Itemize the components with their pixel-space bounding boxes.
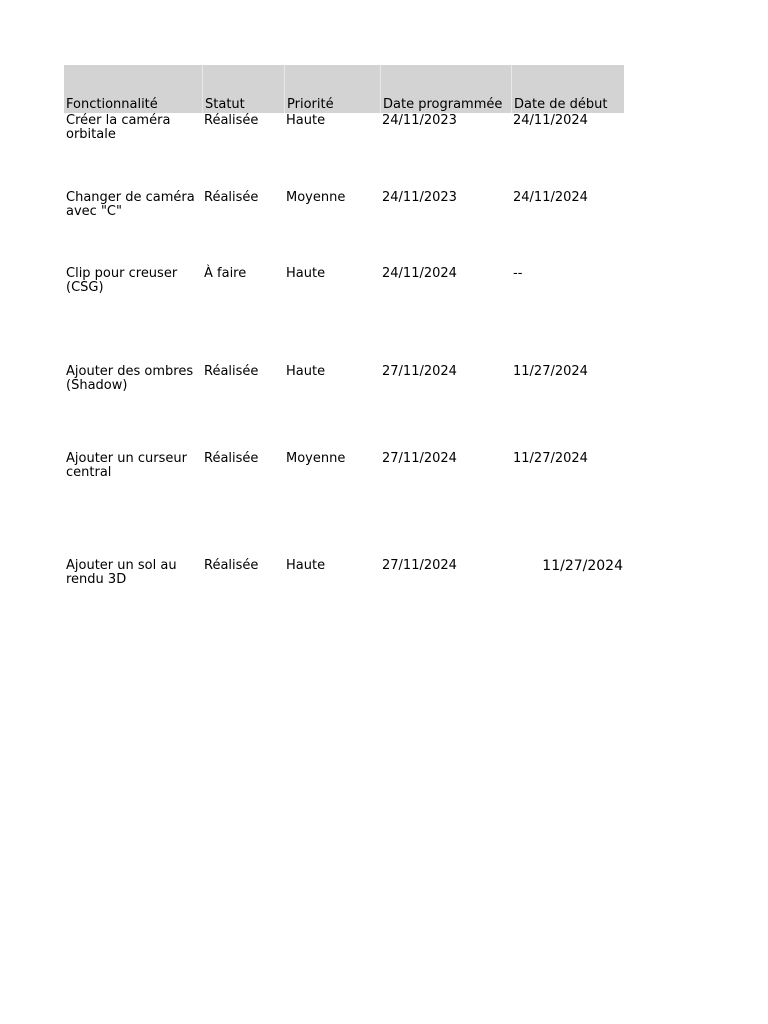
start-date-cell[interactable]: 11/27/2024 <box>513 364 588 379</box>
priority-cell[interactable]: Haute <box>286 266 326 281</box>
scheduled-date-cell[interactable]: 27/11/2024 <box>382 364 457 379</box>
column-header-label: Statut <box>205 97 245 112</box>
status-cell[interactable]: Réalisée <box>204 451 259 466</box>
feature-line: Changer de caméra <box>66 190 195 205</box>
column-header-label: Priorité <box>287 97 334 112</box>
scheduled-date-cell[interactable]: 27/11/2024 <box>382 451 457 466</box>
column-header-priority[interactable] <box>285 65 381 113</box>
start-date-cell[interactable]: 11/27/2024 <box>513 451 588 466</box>
priority-cell[interactable]: Haute <box>286 364 326 379</box>
scheduled-date-cell[interactable]: 24/11/2024 <box>382 266 457 281</box>
feature-line: Ajouter un curseur <box>66 451 187 466</box>
feature-line: central <box>66 465 112 480</box>
column-header-status[interactable] <box>203 65 285 113</box>
status-cell[interactable]: À faire <box>204 266 247 281</box>
column-header-label: Date programmée <box>383 97 503 112</box>
priority-cell[interactable]: Moyenne <box>286 451 346 466</box>
feature-line: orbitale <box>66 127 116 142</box>
column-header-label: Fonctionnalité <box>66 97 158 112</box>
status-cell[interactable]: Réalisée <box>204 558 259 573</box>
spreadsheet-table <box>64 65 624 587</box>
feature-cell[interactable] <box>64 559 202 587</box>
start-date-cell[interactable]: 11/27/2024 <box>542 558 623 574</box>
feature-cell[interactable] <box>64 452 202 480</box>
start-date-cell[interactable]: -- <box>513 266 523 281</box>
start-date-cell[interactable]: 24/11/2024 <box>513 190 588 205</box>
feature-line: Ajouter des ombres <box>66 364 194 379</box>
feature-cell[interactable] <box>64 191 202 219</box>
feature-line: (Shadow) <box>66 378 128 393</box>
feature-cell[interactable] <box>64 114 202 142</box>
feature-line: avec "C" <box>66 204 122 219</box>
column-header-label: Date de début <box>514 97 608 112</box>
start-date-cell[interactable]: 24/11/2024 <box>513 113 588 128</box>
priority-cell[interactable]: Moyenne <box>286 190 346 205</box>
priority-cell[interactable]: Haute <box>286 113 326 128</box>
scheduled-date-cell[interactable]: 24/11/2023 <box>382 113 457 128</box>
column-header-feature[interactable] <box>64 65 203 113</box>
status-cell[interactable]: Réalisée <box>204 190 259 205</box>
feature-line: Ajouter un sol au <box>66 558 177 573</box>
feature-line: Clip pour creuser <box>66 266 178 281</box>
feature-line: rendu 3D <box>66 572 127 587</box>
feature-cell[interactable] <box>64 365 202 393</box>
column-header-start-date[interactable] <box>512 65 624 113</box>
table-header-row <box>64 65 624 113</box>
scheduled-date-cell[interactable]: 27/11/2024 <box>382 558 457 573</box>
priority-cell[interactable]: Haute <box>286 558 326 573</box>
status-cell[interactable]: Réalisée <box>204 113 259 128</box>
feature-line: (CSG) <box>66 280 104 295</box>
status-cell[interactable]: Réalisée <box>204 364 259 379</box>
column-header-scheduled-date[interactable] <box>381 65 512 113</box>
feature-cell[interactable] <box>64 267 202 295</box>
feature-line: Créer la caméra <box>66 113 171 128</box>
scheduled-date-cell[interactable]: 24/11/2023 <box>382 190 457 205</box>
